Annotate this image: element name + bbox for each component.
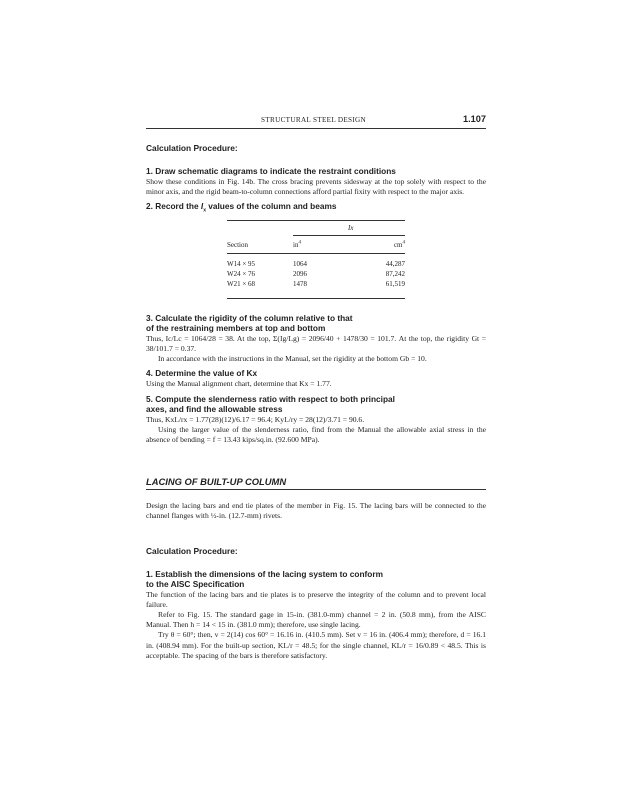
table-row-1-cm4: 44,287: [385, 260, 405, 269]
page: [146, 114, 486, 661]
step-5-title-line1: 5. Compute the slenderness ratio with respect to both principal: [146, 393, 395, 404]
table-header-rule: [227, 253, 405, 254]
step-3-title: [146, 313, 486, 333]
step-5-title: [146, 394, 486, 414]
table-col-cm: [394, 241, 405, 250]
lacing-intro: Design the lacing bars and end tie plates of the member in Fig. 15. The lacing bars will be connected to the channel flanges with ½-in. (12.7-mm) rivets.: [146, 500, 486, 520]
step-2-title-post: values of the column and beams: [205, 201, 337, 212]
table-row-2-cm4: 87,242: [385, 270, 405, 279]
step-1-title: 1. Draw schematic diagrams to indicate the restraint conditions: [146, 166, 396, 176]
table-col-section: Section: [227, 241, 248, 250]
table-row-1-section: W14 × 95: [227, 260, 256, 269]
step-3-title-line2: of the restraining members at top and bottom: [146, 323, 326, 334]
table-col-cm-unit: cm: [393, 241, 403, 250]
moment-of-inertia-table: [227, 220, 405, 305]
table-row-3-section: W21 × 68: [227, 280, 256, 289]
lacing-step-1-p1: The function of the lacing bars and tie plates is to preserve the integrity of the column and to prevent local failure.: [146, 590, 486, 610]
calc-heading-2: Calculation Procedure:: [146, 546, 238, 557]
table-group-rule: [293, 235, 405, 236]
step-5-body-2: Using the larger value of the slenderness ratio, find from the Manual the allowable axial stress in the absence of bending = f = 13.43 kips/sq.in. (92.600 MPa).: [146, 424, 486, 444]
step-2-title-sub: x: [203, 207, 206, 214]
step-2-title: [146, 201, 486, 214]
table-row-2-section: W24 × 76: [227, 270, 256, 279]
step-4-title: 4. Determine the value of Kx: [146, 368, 258, 379]
step-3-body-2: In accordance with the instructions in the Manual, set the rigidity at the bottom Gb = 10.: [158, 354, 427, 364]
lacing-step-1-p3: Try θ = 60°; then, v = 2(14) cos 60° = 16.16 in. (410.5 mm). Set v = 16 in. (406.4 mm); therefore, d = 16.1 in. (408.94 mm). For the built-up section, KL/r = 48.5; for the single channel, KL/r = 16/0.89 < 48.5. This is acceptable. The spacing of the bars is therefore satisfactory.: [146, 630, 486, 660]
lacing-step-1-title-line1: 1. Establish the dimensions of the lacing system to conform: [146, 569, 383, 580]
table-group-header: Ix: [348, 224, 354, 233]
running-head: [146, 114, 486, 129]
lacing-step-1-title-line2: to the AISC Specification: [146, 579, 245, 590]
section-title: LACING OF BUILT-UP COLUMN: [146, 476, 486, 490]
table-row-3-cm4: 61,519: [385, 280, 405, 289]
step-3-title-line1: 3. Calculate the rigidity of the column relative to that: [146, 313, 353, 324]
lacing-step-1-title: [146, 569, 486, 589]
step-2-title-pre: 2. Record the: [146, 201, 201, 212]
calc-heading: Calculation Procedure:: [146, 143, 238, 153]
table-row-1-in4: 1064: [293, 260, 307, 269]
lacing-step-1-p2: Refer to Fig. 15. The standard gage in 15-in. (381.0-mm) channel = 2 in. (50.8 mm), from the AISC Manual. Then h = 14 < 15 in. (381.0 mm); therefore, use single lacing.: [146, 610, 486, 630]
table-top-rule: [227, 220, 405, 221]
step-5-title-line2: axes, and find the allowable stress: [146, 403, 283, 414]
step-4-body: Using the Manual alignment chart, determine that Kx = 1.77.: [146, 379, 332, 389]
table-row-3-in4: 1478: [293, 280, 307, 289]
running-head-title: STRUCTURAL STEEL DESIGN: [261, 116, 366, 124]
table-col-in-unit: in: [293, 241, 299, 250]
step-1-body: Show these conditions in Fig. 14b. The cross bracing prevents sidesway at the top solely with respect to the minor axis, and the rigid beam-to-column connections afford partial fixity with respect to the major axis.: [146, 177, 486, 197]
step-5-body: Thus, KxL/rx = 1.77(28)(12)/6.17 = 96.4; KyL/ry = 28(12)/3.71 = 90.6.: [146, 414, 365, 424]
table-row-2-in4: 2096: [293, 270, 307, 279]
table-col-in-sup: 4: [298, 240, 301, 246]
step-3-body: Thus, Ic/Lc = 1064/28 = 38. At the top, Σ(Ig/Lg) = 2096/40 + 1478/30 = 101.7. At the top, the rigidity Gt = 38/101.7 = 0.37.: [146, 334, 486, 354]
page-number: 1.107: [463, 114, 486, 124]
table-col-in: [293, 241, 301, 250]
table-col-cm-sup: 4: [402, 240, 405, 246]
spacer: [146, 521, 486, 546]
table-bottom-rule: [227, 298, 405, 299]
step-2-title-sym: I: [200, 201, 204, 212]
